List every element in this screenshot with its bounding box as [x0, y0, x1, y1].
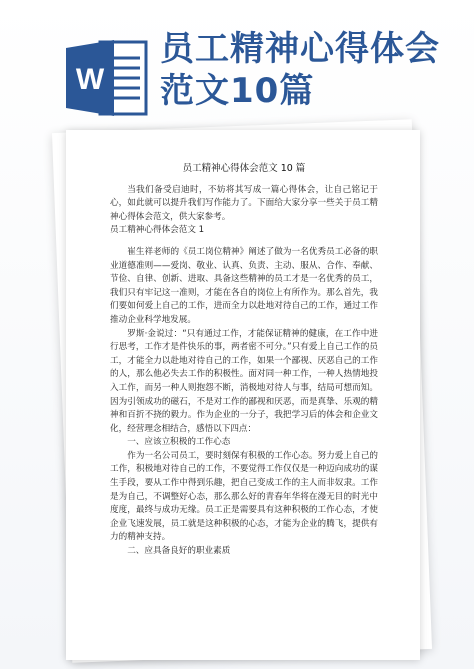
section-heading: 一、应该立积极的工作心态 [127, 437, 231, 448]
document-title: 员工精神心得体会范文 10 篇 [182, 163, 306, 174]
page-headline [160, 28, 460, 112]
section-heading: 二、应具备良好的职业素质 [127, 546, 231, 557]
word-document-icon [62, 34, 150, 122]
body-paragraph: 作为一名公司员工，要时刻保有积极的工作心态。努力爱上自己的工作，积极地对待自己的工作，不要觉得工作仅仅是一种迈向成功的谋生手段，要从工作中得到乐趣，把自己变成工作的主人而非奴隶。工作是为自己，不调整好心态，那么那么好的青春年华将在漫无目的时光中度度，最终与成功无缘。员工正是需要具有这种积极的工作心态，才使企业飞速发展，员工就是这种积极的心态，才能为企业的腾飞，提供有力的精神支持。 [110, 450, 378, 543]
intro-paragraph: 当我们备受启迪时，不妨将其写成一篇心得体会，让自己铭记于心，如此就可以提升我们写作能力了。下面给大家分享一些关于员工精神心得体会范文，供大家参考。 [110, 184, 378, 222]
body-paragraph: 崔生祥老师的《员工岗位精神》阐述了做为一名优秀员工必备的职业道德准则——爱岗、敬业、认真、负责、主动、服从、合作、奉献、节俭、自律、创新、进取、具备这些精神的员工才是一名优秀的员工，我们只有牢记这一准则，才能在各自的岗位上有所作为。那么首先，我们要如何爱上自己的工作，进而全力以赴地对待自己的工作，通过工作推动企业科学地发展。 [110, 246, 378, 325]
word-icon-letter: W [75, 63, 105, 96]
body-paragraph: 罗斯·金说过：“只有通过工作，才能保证精神的健康，在工作中进行思考，工作才是件快乐的事，两者密不可分。”只有爱上自己工作的员工，才能全力以赴地对待自己的工作，如果一个鄙视、厌恶自己的工作的人，那么他必失去工作的积极性。面对同一种工作，一种人热情地投入工作，而另一种人则抱怨不断，消极地对待人与事，结局可想而知。因为引领成功的磁石，不是对工作的鄙视和厌恶，而是真挚、乐观的精神和百折不挠的毅力。作为企业的一分子，我把学习后的体会和企业文化，经营理念相结合，感悟以下四点： [110, 328, 378, 434]
headline-line-1: 员工精神心得体会 [160, 29, 440, 69]
document-page [66, 130, 420, 660]
headline-line-2: 范文10篇 [160, 71, 315, 111]
section-subtitle: 员工精神心得体会范文 1 [110, 225, 205, 236]
